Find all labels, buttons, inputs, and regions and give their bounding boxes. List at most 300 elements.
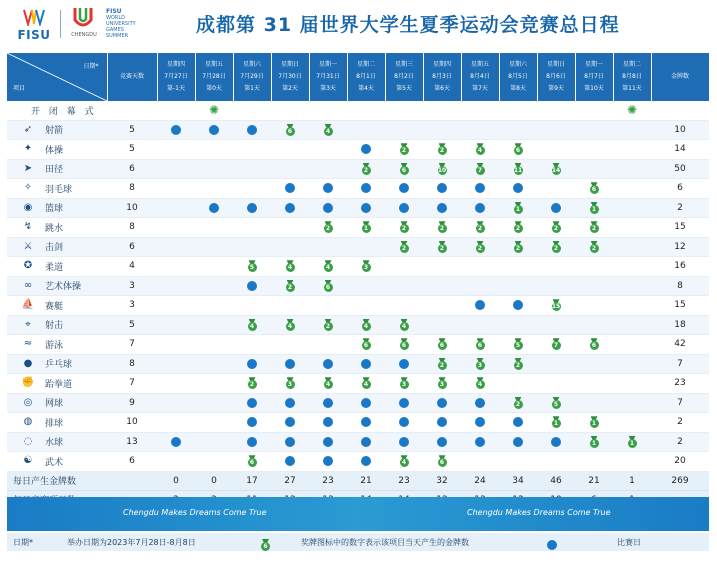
schedule-cell — [271, 315, 309, 335]
medal-count: 4 — [400, 322, 409, 331]
header-row — [7, 53, 709, 101]
competition-day-dot-icon — [247, 203, 257, 213]
daily-medals-row — [7, 471, 709, 490]
schedule-cell — [461, 101, 499, 120]
competition-day-dot-icon — [513, 417, 523, 427]
schedule-cell — [499, 296, 537, 316]
schedule-cell — [385, 354, 423, 374]
schedule-cell — [195, 101, 233, 120]
schedule-cell — [537, 198, 575, 218]
sport-row — [7, 413, 709, 433]
competition-day-dot-icon — [399, 417, 409, 427]
slogan-left: Chengdu Makes Dreams Come True — [123, 508, 267, 517]
date-range-note: 举办日期为2023年7月28日-8月8日 — [67, 538, 196, 547]
sport-name: 羽毛球 — [45, 184, 73, 195]
daily-medals-value: 32 — [423, 471, 461, 490]
schedule-cell — [423, 237, 461, 257]
sport-row — [7, 276, 709, 296]
sport-cell — [7, 257, 107, 277]
medal-count: 14 — [551, 166, 561, 174]
gold-medals-value: 2 — [651, 413, 709, 433]
ceremony-row — [7, 101, 709, 120]
schedule-cell — [499, 198, 537, 218]
schedule-cell — [613, 140, 651, 160]
competition-days-value: 13 — [107, 432, 157, 452]
schedule-cell — [461, 413, 499, 433]
daily-medals-value: 1 — [613, 471, 651, 490]
schedule-cell — [385, 120, 423, 140]
table-tennis-icon: ● — [23, 357, 33, 369]
schedule-cell — [461, 159, 499, 179]
medal-count: 15 — [551, 303, 561, 311]
gold-medal-icon — [400, 241, 409, 253]
archery-icon: ➶ — [23, 123, 33, 135]
medal-count: 3 — [476, 361, 485, 370]
schedule-cell — [461, 393, 499, 413]
gold-medal-icon — [324, 377, 333, 389]
schedule-cell — [423, 335, 461, 355]
gold-medal-icon — [590, 182, 599, 194]
tennis-icon: ◎ — [23, 396, 33, 408]
sport-cell — [7, 179, 107, 199]
ceremony-label: 开 闭 幕 式 — [7, 101, 107, 120]
schedule-cell — [461, 374, 499, 394]
competition-days-value: 6 — [107, 452, 157, 472]
schedule-cell — [537, 393, 575, 413]
schedule-cell — [575, 432, 613, 452]
schedule-cell — [423, 315, 461, 335]
sport-row — [7, 452, 709, 472]
schedule-cell — [499, 159, 537, 179]
schedule-cell — [195, 335, 233, 355]
daily-medals-label: 每日产生金牌数 — [7, 471, 157, 490]
medal-count: 10 — [437, 166, 447, 174]
competition-day-dot-icon — [209, 125, 219, 135]
schedule-cell — [233, 276, 271, 296]
schedule-cell — [347, 237, 385, 257]
sport-name: 跆拳道 — [45, 379, 73, 390]
gold-medal-icon — [286, 124, 295, 136]
competition-day-dot-icon — [361, 417, 371, 427]
date-header-weekday: 星期日 — [280, 61, 299, 68]
schedule-cell — [575, 393, 613, 413]
schedule-cell — [157, 374, 195, 394]
competition-days-value: 5 — [107, 140, 157, 160]
competition-day-dot-icon — [285, 437, 295, 447]
sport-name: 艺术体操 — [45, 282, 82, 293]
sport-row — [7, 296, 709, 316]
schedule-cell — [157, 101, 195, 120]
schedule-cell — [157, 354, 195, 374]
date-column-header — [233, 53, 271, 101]
schedule-cell — [537, 101, 575, 120]
competition-day-dot-icon — [513, 300, 523, 310]
logo-line-3: UNIVERSITY — [106, 21, 136, 27]
schedule-cell — [575, 140, 613, 160]
schedule-cell — [613, 101, 651, 120]
schedule-cell — [537, 354, 575, 374]
schedule-cell — [347, 413, 385, 433]
competition-days-value: 8 — [107, 218, 157, 238]
schedule-cell — [347, 354, 385, 374]
schedule-cell — [385, 432, 423, 452]
schedule-cell — [613, 315, 651, 335]
medal-count: 4 — [248, 322, 257, 331]
competition-day-dot-icon — [323, 417, 333, 427]
schedule-cell — [233, 335, 271, 355]
empty-cell — [651, 101, 709, 120]
schedule-cell — [233, 413, 271, 433]
medal-count: 2 — [438, 361, 447, 370]
date-header-day: 第4天 — [358, 85, 374, 92]
schedule-cell — [233, 237, 271, 257]
schedule-cell — [499, 432, 537, 452]
gold-medal-icon — [324, 260, 333, 272]
medal-count: 4 — [286, 322, 295, 331]
gold-medal-icon — [552, 397, 561, 409]
schedule-cell — [613, 452, 651, 472]
schedule-cell — [157, 393, 195, 413]
schedule-cell — [157, 198, 195, 218]
sport-cell — [7, 452, 107, 472]
medal-count: 5 — [248, 263, 257, 272]
schedule-cell — [575, 179, 613, 199]
gold-medal-icon — [552, 416, 561, 428]
sport-cell — [7, 140, 107, 160]
medal-count: 2 — [438, 224, 447, 233]
medal-count: 6 — [400, 166, 409, 175]
medal-count: 11 — [513, 166, 523, 174]
sport-cell — [7, 315, 107, 335]
medal-count: 2 — [514, 400, 523, 409]
competition-days-value: 3 — [107, 276, 157, 296]
schedule-cell — [461, 140, 499, 160]
schedule-cell — [385, 374, 423, 394]
date-column-header — [461, 53, 499, 101]
gold-medal-icon — [590, 338, 599, 350]
schedule-cell — [613, 354, 651, 374]
schedule-cell — [499, 101, 537, 120]
fencing-icon: ⚔ — [23, 240, 33, 252]
schedule-cell — [613, 179, 651, 199]
gold-medal-icon — [514, 358, 523, 370]
medal-count: 6 — [590, 341, 599, 350]
schedule-cell — [385, 296, 423, 316]
schedule-cell — [537, 276, 575, 296]
fisu-logo — [12, 8, 56, 42]
schedule-cell — [347, 120, 385, 140]
medal-count: 6 — [438, 341, 447, 350]
medal-legend-text: 奖牌图标中的数字表示该项目当天产生的金牌数 — [301, 538, 469, 547]
sport-name: 篮球 — [45, 204, 64, 215]
schedule-cell — [499, 276, 537, 296]
corner-header — [7, 53, 107, 101]
schedule-cell — [347, 374, 385, 394]
schedule-cell — [461, 218, 499, 238]
schedule-cell — [271, 101, 309, 120]
gold-medals-value: 7 — [651, 354, 709, 374]
schedule-cell — [575, 198, 613, 218]
daily-medals-value: 0 — [157, 471, 195, 490]
medal-count: 1 — [590, 205, 599, 214]
sport-row — [7, 257, 709, 277]
gold-medals-value: 50 — [651, 159, 709, 179]
schedule-cell — [309, 218, 347, 238]
date-column-header — [271, 53, 309, 101]
schedule-cell — [271, 393, 309, 413]
schedule-cell — [423, 432, 461, 452]
schedule-cell — [271, 354, 309, 374]
schedule-cell — [499, 315, 537, 335]
gold-medal-icon — [438, 338, 447, 350]
competition-day-dot-icon — [437, 183, 447, 193]
medal-count: 2 — [590, 224, 599, 233]
schedule-cell — [423, 179, 461, 199]
schedule-cell — [195, 120, 233, 140]
schedule-cell — [195, 393, 233, 413]
schedule-cell — [195, 413, 233, 433]
schedule-cell — [575, 120, 613, 140]
schedule-cell — [347, 432, 385, 452]
competition-day-legend: 比赛日 — [617, 538, 641, 547]
gold-medal-icon — [438, 241, 447, 253]
competition-day-dot-icon — [285, 456, 295, 466]
schedule-cell — [613, 237, 651, 257]
sport-cell — [7, 374, 107, 394]
schedule-cell — [423, 276, 461, 296]
sport-cell — [7, 237, 107, 257]
schedule-cell — [613, 120, 651, 140]
schedule-cell — [613, 276, 651, 296]
gold-medal-icon — [590, 436, 599, 448]
sport-name: 排球 — [45, 418, 64, 429]
schedule-cell — [385, 198, 423, 218]
schedule-cell — [575, 315, 613, 335]
date-header-day: 第10天 — [584, 85, 604, 92]
competition-days-value: 6 — [107, 159, 157, 179]
competition-days-value: 3 — [107, 296, 157, 316]
schedule-cell — [195, 257, 233, 277]
date-header-date: 8月7日 — [584, 73, 604, 80]
competition-day-dot-icon — [475, 300, 485, 310]
gold-medal-icon — [362, 377, 371, 389]
schedule-cell — [461, 452, 499, 472]
medal-count: 2 — [400, 244, 409, 253]
medal-count: 3 — [286, 380, 295, 389]
medal-count: 2 — [324, 322, 333, 331]
schedule-cell — [423, 159, 461, 179]
competition-day-dot-icon — [323, 456, 333, 466]
daily-medals-value: 27 — [271, 471, 309, 490]
schedule-cell — [613, 335, 651, 355]
medal-count: 4 — [286, 263, 295, 272]
medal-count: 6 — [248, 458, 257, 467]
fireworks-icon: ✺ — [626, 103, 638, 118]
competition-days-value: 4 — [107, 257, 157, 277]
water-polo-icon: ◌ — [23, 435, 33, 447]
gold-medal-icon — [438, 163, 447, 175]
schedule-cell — [499, 335, 537, 355]
competition-day-dot-icon — [361, 437, 371, 447]
fisu-emblem-icon — [22, 8, 46, 26]
schedule-cell — [195, 354, 233, 374]
competition-day-dot-icon — [247, 281, 257, 291]
gold-medal-icon — [476, 358, 485, 370]
schedule-cell — [537, 335, 575, 355]
date-header-day: 第3天 — [320, 85, 336, 92]
gold-medal-icon — [324, 124, 333, 136]
date-header-date: 8月8日 — [622, 73, 642, 80]
competition-day-dot-icon — [361, 203, 371, 213]
gold-medal-icon — [476, 241, 485, 253]
schedule-cell — [613, 218, 651, 238]
schedule-cell — [537, 452, 575, 472]
date-header-weekday: 星期四 — [166, 61, 185, 68]
schedule-cell — [157, 257, 195, 277]
competition-day-dot-icon — [361, 144, 371, 154]
medal-count: 6 — [400, 341, 409, 350]
gold-medal-icon — [438, 143, 447, 155]
schedule-cell — [271, 335, 309, 355]
schedule-cell — [613, 393, 651, 413]
schedule-cell — [537, 315, 575, 335]
date-header-date: 7月27日 — [164, 73, 188, 80]
schedule-cell — [309, 315, 347, 335]
date-header-day: 第0天 — [206, 85, 222, 92]
schedule-cell — [537, 237, 575, 257]
schedule-cell — [195, 276, 233, 296]
schedule-cell — [423, 393, 461, 413]
gold-medals-value: 10 — [651, 120, 709, 140]
competition-day-dot-icon — [247, 359, 257, 369]
competition-day-dot-icon — [475, 417, 485, 427]
medal-count: 6 — [476, 341, 485, 350]
schedule-cell — [233, 120, 271, 140]
athletics-icon: ➤ — [23, 162, 33, 174]
gold-medals-value: 2 — [651, 432, 709, 452]
gold-medals-value: 15 — [651, 218, 709, 238]
gold-medal-icon — [552, 163, 561, 175]
schedule-cell — [575, 374, 613, 394]
date-header-day: 第9天 — [548, 85, 564, 92]
schedule-cell — [385, 237, 423, 257]
world-university-games-logo — [106, 8, 154, 40]
gold-medal-icon — [248, 260, 257, 272]
schedule-cell — [537, 432, 575, 452]
schedule-cell — [233, 452, 271, 472]
gold-medal-icon — [476, 221, 485, 233]
medal-count: 1 — [514, 205, 523, 214]
sport-row — [7, 218, 709, 238]
schedule-cell — [423, 257, 461, 277]
medal-count: 4 — [362, 322, 371, 331]
daily-medals-value: 23 — [309, 471, 347, 490]
sport-row — [7, 159, 709, 179]
fireworks-icon: ✺ — [208, 103, 220, 118]
schedule-cell — [461, 179, 499, 199]
item-axis-label: 项目 — [13, 85, 26, 92]
competition-day-dot-icon — [361, 183, 371, 193]
medal-count: 5 — [552, 400, 561, 409]
schedule-cell — [309, 276, 347, 296]
competition-day-dot-icon — [247, 398, 257, 408]
date-column-header — [537, 53, 575, 101]
date-column-header — [423, 53, 461, 101]
gold-medal-icon — [590, 221, 599, 233]
medal-count: 2 — [286, 283, 295, 292]
schedule-cell — [347, 101, 385, 120]
medal-count: 4 — [324, 263, 333, 272]
competition-day-dot-icon — [513, 437, 523, 447]
schedule-cell — [309, 354, 347, 374]
medal-count: 4 — [324, 380, 333, 389]
schedule-cell — [499, 237, 537, 257]
schedule-cell — [423, 452, 461, 472]
legend-footer: 日期* 举办日期为2023年7月28日-8月8日 6 奖牌图标中的数字表示该项目当天产生的金牌数 比赛日 — [7, 533, 709, 551]
schedule-cell — [385, 452, 423, 472]
sport-row — [7, 374, 709, 394]
gold-medal-icon — [552, 299, 561, 311]
gold-medals-value: 16 — [651, 257, 709, 277]
gold-medals-value: 7 — [651, 393, 709, 413]
schedule-cell — [233, 354, 271, 374]
gold-medals-value: 8 — [651, 276, 709, 296]
gold-medal-icon — [514, 221, 523, 233]
medal-count: 1 — [590, 439, 599, 448]
medal-count: 6 — [438, 458, 447, 467]
schedule-cell — [157, 140, 195, 160]
daily-medals-value: 21 — [347, 471, 385, 490]
medal-count: 2 — [438, 146, 447, 155]
gold-medals-value: 42 — [651, 335, 709, 355]
date-header-date: 8月6日 — [546, 73, 566, 80]
competition-day-dot-icon — [437, 437, 447, 447]
schedule-cell — [233, 159, 271, 179]
date-header-weekday: 星期二 — [622, 61, 641, 68]
schedule-cell — [385, 140, 423, 160]
schedule-cell — [195, 237, 233, 257]
date-column-header — [575, 53, 613, 101]
schedule-cell — [499, 393, 537, 413]
medal-count: 2 — [324, 224, 333, 233]
gold-medals-value: 2 — [651, 198, 709, 218]
gold-medal-icon — [514, 143, 523, 155]
gold-medal-icon — [514, 202, 523, 214]
schedule-cell — [195, 179, 233, 199]
schedule-cell — [575, 101, 613, 120]
medal-count: 4 — [476, 146, 485, 155]
sport-cell — [7, 335, 107, 355]
schedule-cell — [613, 257, 651, 277]
sport-cell — [7, 120, 107, 140]
schedule-cell — [309, 198, 347, 218]
gold-medal-icon — [438, 221, 447, 233]
date-header-date: 8月3日 — [432, 73, 452, 80]
sport-name: 击剑 — [45, 243, 64, 254]
competition-days-header: 竞赛天数 — [107, 53, 157, 101]
gold-medal-icon — [552, 338, 561, 350]
schedule-cell — [423, 198, 461, 218]
schedule-table — [7, 53, 709, 510]
daily-medals-value: 46 — [537, 471, 575, 490]
schedule-cell — [461, 315, 499, 335]
logo-line-4: GAMES — [106, 27, 124, 33]
gold-medals-value: 15 — [651, 296, 709, 316]
date-header-day: 第5天 — [396, 85, 412, 92]
gold-medals-value: 20 — [651, 452, 709, 472]
schedule-cell — [347, 315, 385, 335]
schedule-cell — [575, 354, 613, 374]
